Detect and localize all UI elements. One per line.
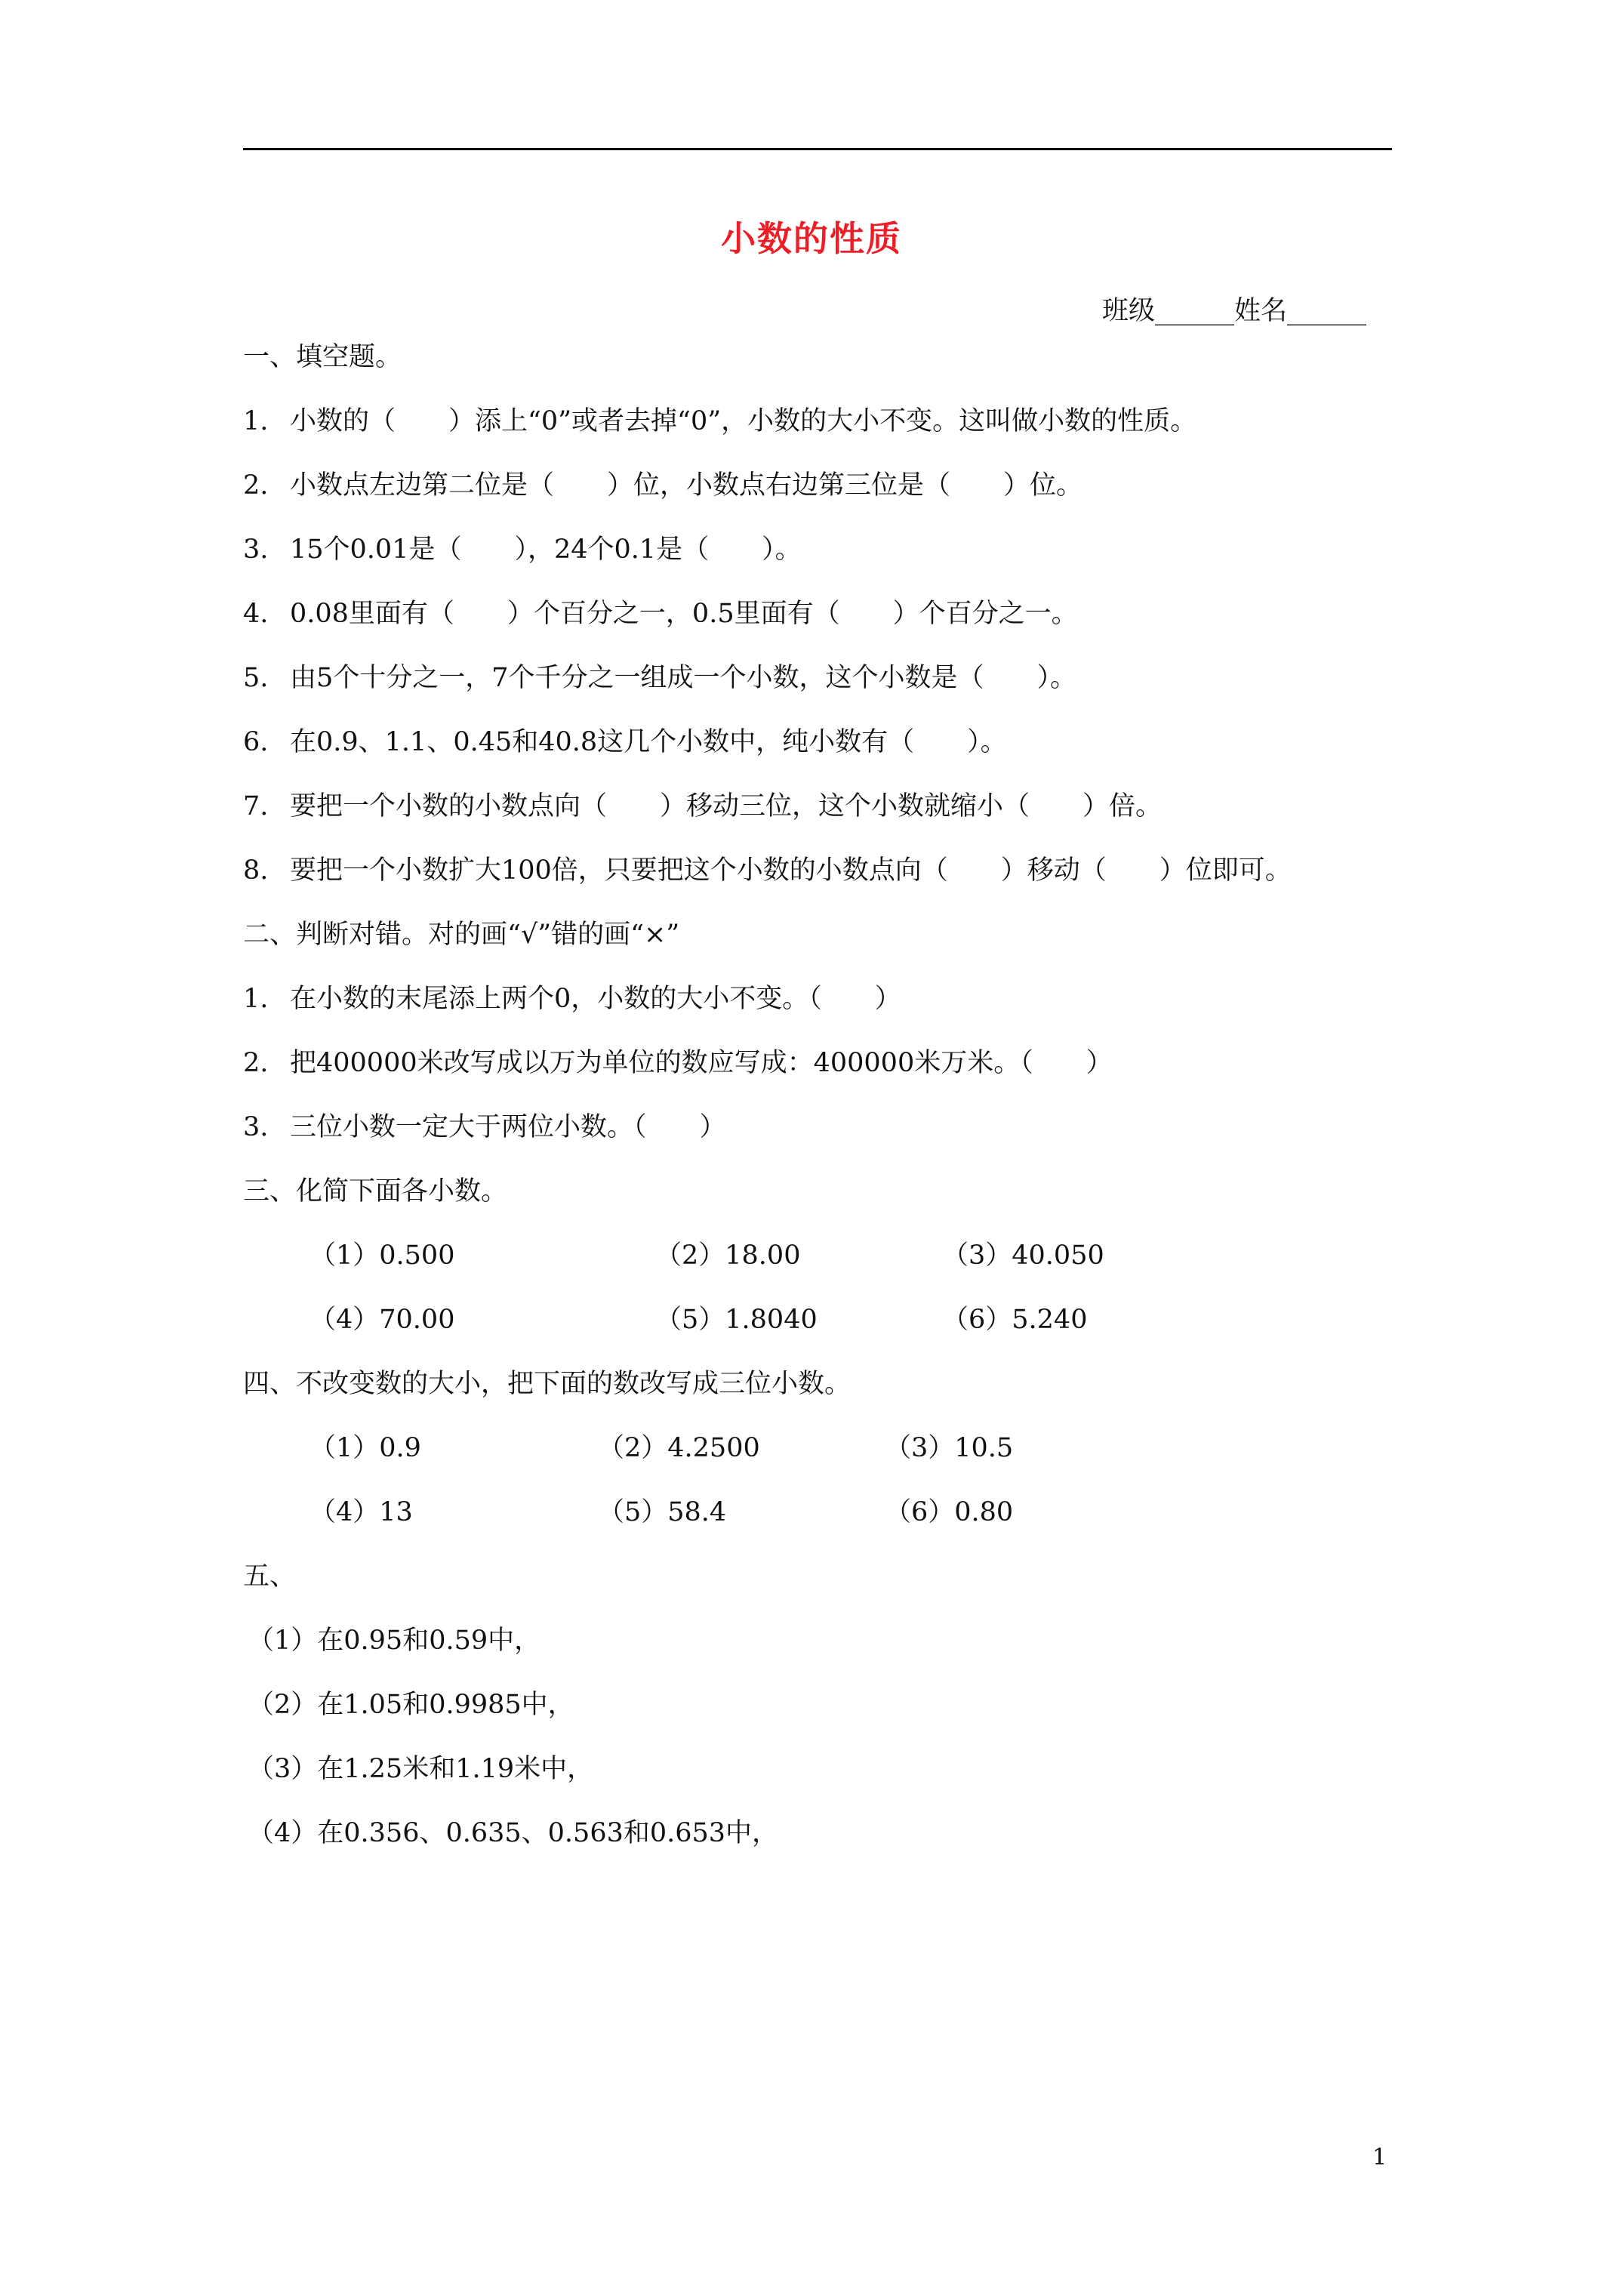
rewrite-item: （1）0.9 [310, 1433, 421, 1463]
question-text: 小数点左边第二位是（ ）位，小数点右边第三位是（ ）位。 [290, 470, 1083, 501]
rewrite-item: （5）58.4 [598, 1497, 727, 1527]
question-item [243, 726, 1007, 758]
question-text: 在小数的末尾添上两个0，小数的大小不变。（ ） [290, 984, 901, 1014]
section-3-heading: 三、化简下面各小数。 [243, 1176, 508, 1207]
question-number: 2. [243, 470, 269, 501]
question-number: 4. [243, 599, 269, 629]
question-text: 要把一个小数扩大100倍，只要把这个小数的小数点向（ ）移动（ ）位即可。 [290, 855, 1292, 886]
compare-item: （4）在0.356、0.635、0.563和0.653中， [248, 1818, 779, 1848]
question-text: 在0.9、1.1、0.45和40.8这几个小数中，纯小数有（ ）。 [290, 727, 1007, 757]
simplify-item: （5）1.8040 [655, 1305, 818, 1335]
compare-item: （1）在0.95和0.59中， [248, 1626, 541, 1656]
section-5-heading: 五、 [243, 1561, 297, 1592]
section-4-heading: 四、不改变数的大小，把下面的数改写成三位小数。 [243, 1369, 852, 1399]
question-number: 1. [243, 984, 269, 1014]
question-item [243, 598, 1078, 630]
compare-item: （2）在1.05和0.9985中， [248, 1690, 574, 1720]
question-text: 由5个十分之一，7个千分之一组成一个小数，这个小数是（ ）。 [290, 663, 1077, 693]
header-rule [243, 148, 1392, 150]
simplify-item: （2）18.00 [655, 1240, 801, 1271]
question-number: 6. [243, 727, 269, 757]
question-item [243, 1047, 1113, 1079]
simplify-item: （4）70.00 [310, 1305, 455, 1335]
simplify-item: （6）5.240 [942, 1305, 1088, 1335]
question-number: 2. [243, 1048, 269, 1078]
section-1-heading: 一、填空题。 [243, 342, 402, 372]
class-name-fields: 班级______姓名______ [1102, 296, 1367, 326]
question-item [243, 855, 1292, 886]
question-number: 3. [243, 1112, 269, 1142]
question-number: 8. [243, 855, 269, 886]
simplify-item: （1）0.500 [310, 1240, 455, 1271]
compare-item: （3）在1.25米和1.19米中， [248, 1754, 594, 1784]
question-item [243, 983, 901, 1015]
question-item [243, 791, 1162, 822]
question-text: 0.08里面有（ ）个百分之一，0.5里面有（ ）个百分之一。 [290, 599, 1078, 629]
simplify-item: （3）40.050 [942, 1240, 1104, 1271]
question-item [243, 470, 1083, 501]
section-2-heading: 二、判断对错。对的画“√”错的画“×” [243, 920, 680, 950]
question-text: 15个0.01是（ ），24个0.1是（ ）。 [290, 535, 802, 565]
question-number: 5. [243, 663, 269, 693]
document-title: 小数的性质 [721, 218, 902, 259]
question-text: 小数的（ ）添上“0”或者去掉“0”，小数的大小不变。这叫做小数的性质。 [290, 406, 1197, 436]
question-number: 3. [243, 535, 269, 565]
question-item [243, 534, 802, 566]
question-text: 把400000米改写成以万为单位的数应写成：400000米万米。（ ） [290, 1048, 1113, 1078]
rewrite-item: （4）13 [310, 1497, 413, 1527]
question-text: 三位小数一定大于两位小数。（ ） [290, 1112, 726, 1142]
rewrite-item: （2）4.2500 [598, 1433, 760, 1463]
question-item [243, 662, 1076, 694]
rewrite-item: （3）10.5 [885, 1433, 1014, 1463]
rewrite-item: （6）0.80 [885, 1497, 1014, 1527]
question-item [243, 405, 1196, 437]
question-number: 7. [243, 791, 269, 821]
question-item [243, 1111, 726, 1143]
question-text: 要把一个小数的小数点向（ ）移动三位，这个小数就缩小（ ）倍。 [290, 791, 1163, 821]
page-number: 1 [1372, 2144, 1387, 2171]
question-number: 1. [243, 406, 269, 436]
